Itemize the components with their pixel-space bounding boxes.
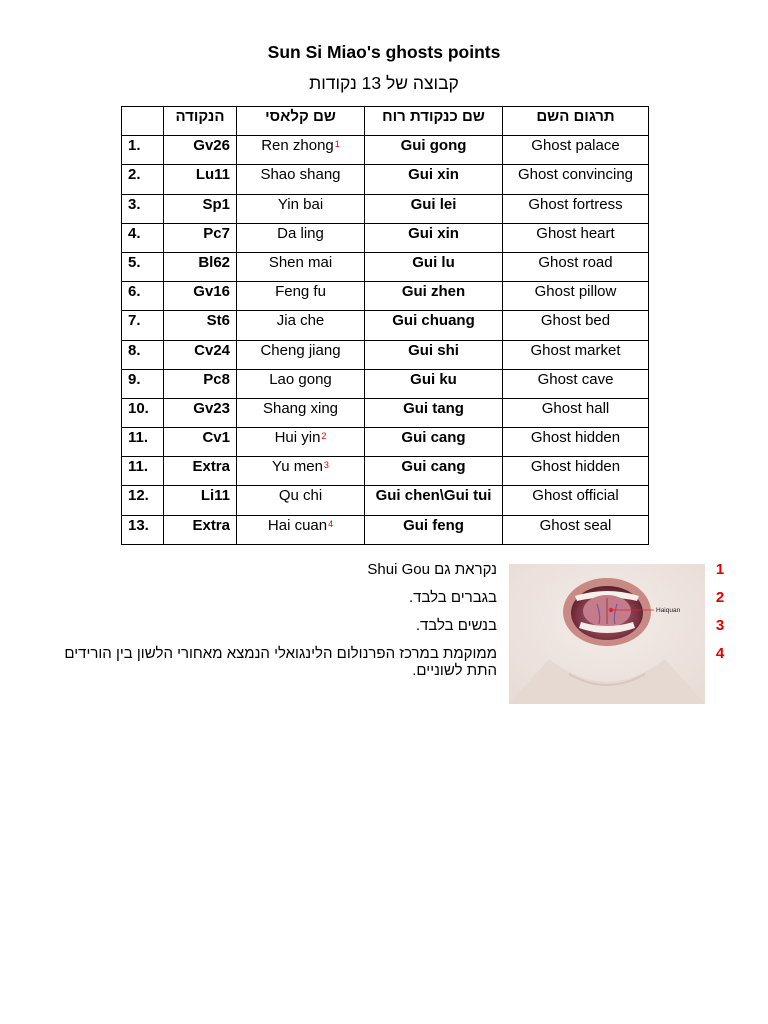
header-classic-name: שם קלאסי: [237, 107, 365, 136]
ghost-name-text: Gui gong: [400, 137, 467, 155]
footnote-2-number: 2: [715, 589, 725, 606]
row-number: [122, 165, 164, 194]
classic-name: [237, 223, 365, 252]
ghost-name: [365, 369, 503, 398]
classic-name: [237, 194, 365, 223]
ghost-name-text: Gui lu: [412, 253, 455, 271]
classic-name: [237, 136, 365, 165]
row-number-text: 2.: [128, 166, 141, 184]
point-code-text: Bl62: [198, 253, 230, 271]
ghost-name: [365, 252, 503, 281]
name-translation-text: Ghost market: [530, 341, 621, 359]
ghost-name-text: Gui xin: [408, 166, 459, 184]
header-point: הנקודה: [164, 107, 237, 136]
row-number-text: 13.: [128, 516, 149, 534]
name-translation: [503, 282, 649, 311]
footnote-1-text: נקראת גם Shui Gou: [367, 561, 497, 578]
ghost-name-text: Gui chen\Gui tui: [375, 487, 492, 505]
name-translation-text: Ghost hidden: [530, 429, 621, 447]
point-code-text: Sp1: [202, 195, 230, 213]
ghost-name: [365, 311, 503, 340]
row-number-text: 6.: [128, 283, 141, 301]
classic-name-text: Shen mai: [268, 253, 333, 271]
classic-name-text: Hai cuan: [267, 516, 328, 534]
row-number-text: 8.: [128, 341, 141, 359]
header-number: [122, 107, 164, 136]
row-number-text: 10.: [128, 399, 149, 417]
row-number-text: 7.: [128, 312, 141, 330]
ghost-name: [365, 282, 503, 311]
point-code-text: Extra: [192, 458, 230, 476]
classic-name-text: Lao gong: [269, 370, 332, 388]
name-translation: [503, 369, 649, 398]
point-code: [164, 252, 237, 281]
row-number: [122, 369, 164, 398]
ghost-name-text: Gui tang: [403, 399, 464, 417]
classic-name: [237, 252, 365, 281]
point-code-text: Lu11: [195, 166, 230, 184]
classic-name-text: Cheng jiang: [260, 341, 341, 359]
footnote-ref: 2: [321, 431, 327, 442]
row-number-text: 11.: [128, 458, 149, 476]
classic-name: [237, 515, 365, 544]
table-row: [122, 369, 649, 398]
table-row: [122, 398, 649, 427]
point-code: [164, 223, 237, 252]
ghost-name-text: Gui ku: [410, 370, 457, 388]
point-code: [164, 194, 237, 223]
row-number: [122, 136, 164, 165]
point-code: [164, 165, 237, 194]
name-translation: [503, 311, 649, 340]
document-subtitle: קבוצה של 13 נקודות: [309, 73, 459, 93]
classic-name: [237, 282, 365, 311]
footnote-ref: 3: [323, 460, 329, 471]
point-code: [164, 428, 237, 457]
point-code-text: Gv23: [193, 399, 230, 417]
table-body: [122, 136, 649, 545]
classic-name-text: Shang xing: [262, 399, 339, 417]
row-number: [122, 311, 164, 340]
classic-name: [237, 486, 365, 515]
table-row: [122, 340, 649, 369]
point-code: [164, 457, 237, 486]
name-translation-text: Ghost seal: [539, 516, 612, 534]
name-translation-text: Ghost pillow: [534, 283, 617, 301]
row-number-text: 4.: [128, 224, 141, 242]
classic-name-text: Yin bai: [277, 195, 324, 213]
table-row: [122, 194, 649, 223]
name-translation-text: Ghost hidden: [530, 458, 621, 476]
document-title: Sun Si Miao's ghosts points: [267, 42, 501, 62]
header-translation: תרגום השם: [503, 107, 649, 136]
footnote-1-number: 1: [715, 561, 725, 578]
ghost-name: [365, 165, 503, 194]
classic-name: [237, 398, 365, 427]
ghost-name: [365, 515, 503, 544]
classic-name: [237, 165, 365, 194]
classic-name-text: Ren zhong: [261, 137, 334, 155]
point-code-text: Gv16: [193, 283, 230, 301]
name-translation: [503, 136, 649, 165]
table-row: [122, 515, 649, 544]
ghost-name: [365, 194, 503, 223]
point-code-text: St6: [206, 312, 230, 330]
table-row: [122, 165, 649, 194]
footnote-4-number: 4: [715, 645, 725, 662]
ghost-name-text: Gui lei: [410, 195, 457, 213]
ghost-name-text: Gui shi: [408, 341, 459, 359]
row-number-text: 9.: [128, 370, 141, 388]
point-code-text: Cv24: [194, 341, 230, 359]
row-number: [122, 486, 164, 515]
table-row: [122, 311, 649, 340]
ghost-name-text: Gui zhen: [401, 283, 466, 301]
point-label: Haiquan: [656, 607, 681, 614]
row-number: [122, 194, 164, 223]
ghost-name: [365, 486, 503, 515]
point-code: [164, 515, 237, 544]
classic-name: [237, 369, 365, 398]
name-translation-text: Ghost hall: [541, 399, 610, 417]
row-number: [122, 515, 164, 544]
point-code: [164, 136, 237, 165]
ghost-points-table: [121, 106, 649, 545]
row-number-text: 1.: [128, 137, 141, 155]
footnote-2-text: בגברים בלבד.: [408, 589, 497, 606]
footnote-3-text: בנשים בלבד.: [415, 617, 497, 634]
ghost-name: [365, 457, 503, 486]
ghost-name: [365, 136, 503, 165]
classic-name: [237, 428, 365, 457]
table-row: [122, 223, 649, 252]
name-translation: [503, 428, 649, 457]
footnote-3-number: 3: [715, 617, 725, 634]
ghost-name-text: Gui cang: [401, 458, 466, 476]
ghost-name: [365, 340, 503, 369]
name-translation: [503, 223, 649, 252]
ghost-name: [365, 223, 503, 252]
name-translation: [503, 340, 649, 369]
classic-name: [237, 340, 365, 369]
footnote-ref: 4: [328, 518, 334, 529]
name-translation: [503, 398, 649, 427]
classic-name: [237, 311, 365, 340]
name-translation-text: Ghost bed: [540, 312, 611, 330]
ghost-name-text: Gui chuang: [392, 312, 475, 330]
name-translation-text: Ghost heart: [536, 224, 615, 242]
classic-name-text: Yu men: [272, 458, 323, 476]
point-code-text: Extra: [192, 516, 230, 534]
classic-name-text: Hui yin: [274, 429, 321, 447]
point-code-text: Gv26: [193, 137, 230, 155]
name-translation-text: Ghost cave: [537, 370, 614, 388]
name-translation-text: Ghost official: [532, 487, 619, 505]
point-code-text: Pc8: [203, 370, 230, 388]
row-number-text: 5.: [128, 253, 141, 271]
name-translation: [503, 515, 649, 544]
row-number: [122, 223, 164, 252]
name-translation: [503, 486, 649, 515]
row-number: [122, 252, 164, 281]
table-row: [122, 457, 649, 486]
ghost-name-text: Gui xin: [408, 224, 459, 242]
ghost-name-text: Gui feng: [403, 516, 464, 534]
ghost-name: [365, 398, 503, 427]
point-code: [164, 398, 237, 427]
row-number: [122, 457, 164, 486]
ghost-name: [365, 428, 503, 457]
ghost-name-text: Gui cang: [401, 429, 466, 447]
table-row: [122, 428, 649, 457]
point-code: [164, 340, 237, 369]
name-translation-text: Ghost fortress: [528, 195, 623, 213]
point-code: [164, 369, 237, 398]
name-translation: [503, 457, 649, 486]
row-number: [122, 282, 164, 311]
classic-name-text: Qu chi: [278, 487, 323, 505]
classic-name: [237, 457, 365, 486]
row-number-text: 3.: [128, 195, 141, 213]
name-translation: [503, 252, 649, 281]
point-code: [164, 486, 237, 515]
row-number: [122, 398, 164, 427]
classic-name-text: Feng fu: [275, 283, 326, 301]
row-number-text: 12.: [128, 487, 149, 505]
table-row: [122, 486, 649, 515]
header-ghost-name: שם כנקודת רוח: [365, 107, 503, 136]
footnote-4-text: ממוקמת במרכז הפרנולום הלינגואלי הנמצא מאחורי הלשון בין הורידים התת לשוניים.: [64, 645, 497, 679]
point-code-text: Cv1: [202, 429, 230, 447]
classic-name-text: Da ling: [277, 224, 324, 242]
name-translation: [503, 194, 649, 223]
name-translation: [503, 165, 649, 194]
classic-name-text: Shao shang: [260, 166, 341, 184]
table-row: [122, 282, 649, 311]
row-number-text: 11.: [128, 429, 149, 447]
point-code-text: Li11: [200, 487, 230, 505]
point-code: [164, 282, 237, 311]
table-row: [122, 136, 649, 165]
classic-name-text: Jia che: [276, 312, 325, 330]
row-number: [122, 340, 164, 369]
mouth-illustration: [509, 564, 705, 704]
row-number: [122, 428, 164, 457]
footnote-ref: 1: [334, 139, 340, 150]
point-code-text: Pc7: [203, 224, 230, 242]
mouth-photo: [509, 564, 705, 704]
name-translation-text: Ghost palace: [531, 137, 620, 155]
table-header-row: [122, 107, 649, 136]
table-row: [122, 252, 649, 281]
name-translation-text: Ghost road: [538, 253, 613, 271]
point-code: [164, 311, 237, 340]
name-translation-text: Ghost convincing: [517, 166, 634, 184]
